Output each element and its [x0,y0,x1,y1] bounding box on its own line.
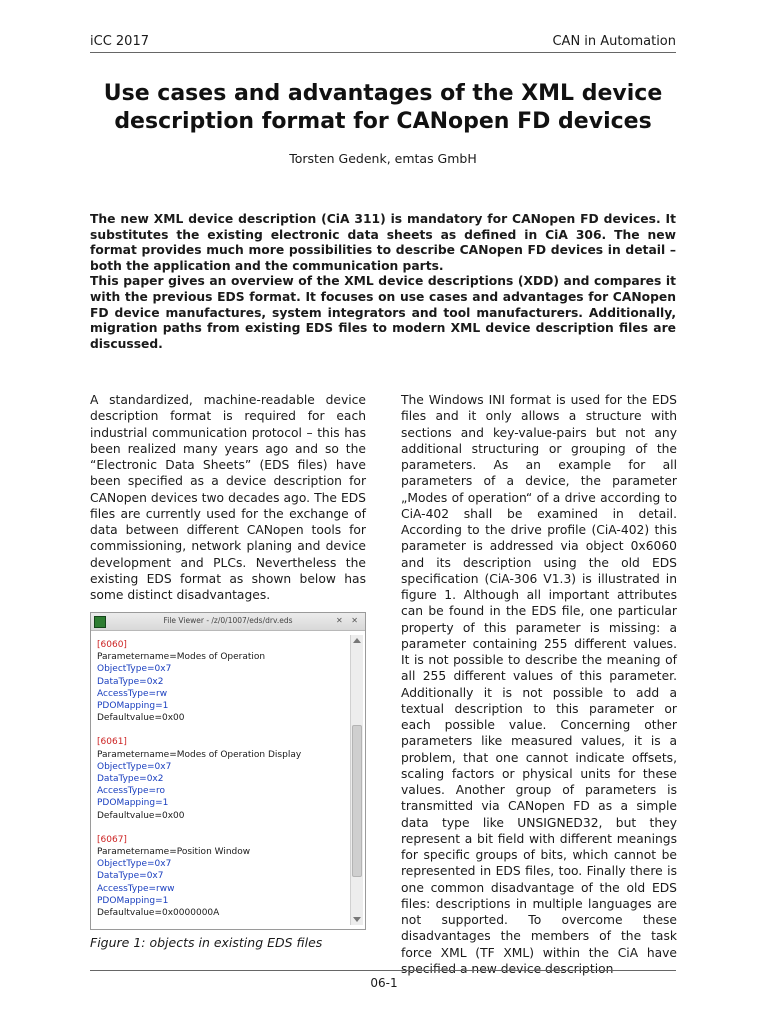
eds-section-header: [6061] [97,737,127,748]
eds-objecttype: ObjectType=0x7 [97,664,172,675]
scroll-up-arrow-icon[interactable] [353,638,361,643]
header-organization: CAN in Automation [552,34,676,49]
eds-datatype: DataType=0x2 [97,774,164,785]
paper-title [90,80,676,136]
body-column-left [90,392,366,603]
eds-accesstype: AccessType=rw [97,688,168,699]
eds-pdomapping: PDOMapping=1 [97,798,169,809]
eds-pdomapping: PDOMapping=1 [97,895,169,906]
page-number: 06-1 [370,976,398,990]
figure-caption: Figure 1: objects in existing EDS files [90,935,323,950]
abstract-paragraph-1: The new XML device description (CiA 311) is mandatory for CANopen FD devices. It substitutes the existing electronic data sheets as defined in CiA 306. The new format provides much more possibilities to describe CANopen FD devices in detail – both the application and the communication parts. [90,212,676,273]
header-conference: iCC 2017 [90,34,149,49]
abstract [90,212,676,352]
body-paragraph-left: A standardized, machine-readable device description format is required for each industrial communication protocol – this has been realized many years ago and so the “Electronic Data Sheets” (EDS files) have been specified as a device description for CANopen devices two decades ago. The EDS files are currently used for the exchange of data between different CANopen tools for commissioning, network planing and device development and PLCs. Nevertheless the existing EDS format as shown below has some distinct disadvantages. [90,393,366,602]
file-viewer-titlebar [91,613,365,631]
body-paragraph-right: The Windows INI format is used for the EDS files and it only allows a structure with sections and key-value-pairs but not any additional structuring or grouping of the parameters. As an example for all parameters of a device, the parameter „Modes of operation“ of a drive according to CiA-402 shall be examined in detail. According to the drive profile (CiA-402) this parameter is addressed via object 0x6060 and its description using the old EDS specification (CiA-306 V1.3) is illustrated in figure 1. Although all important attributes can be found in the EDS file, one particular property of this parameter is missing: a parameter containing 255 different values. It is not possible to describe the meaning of all 255 different values of this parameter. Additionally it is not possible to add a textual description to this parameter or each possible value. Concerning other parameters like measured values, it is a problem, that one cannot indicate offsets, scaling factors or physical units for these values. Another group of parameters is transmitted via CANopen FD as a simple data type like UNSIGNED32, but they represent a bit field with different meanings for specific groups of bits, which cannot be represented in EDS files, too. Finally there is one common disadvantage of the old EDS files: descriptions in multiple languages are not supported. To overcome these disadvantages the members of the task force XML (TF XML) within the CiA have specified a new device description [401,393,677,976]
file-viewer-scrollbar[interactable] [350,635,363,925]
eds-objecttype: ObjectType=0x7 [97,761,172,772]
eds-datatype: DataType=0x7 [97,871,164,882]
eds-section-header: [6060] [97,640,127,650]
figure-file-viewer-window [90,612,366,930]
eds-file-content [97,639,345,929]
eds-parametername: Parametername=Modes of Operation [97,652,266,663]
eds-defaultvalue: Defaultvalue=0x00 [97,810,185,821]
window-close-icon[interactable]: ✕ ✕ [336,616,361,625]
footer-divider [90,970,676,971]
body-column-right [401,392,677,976]
eds-accesstype: AccessType=rww [97,883,175,894]
abstract-paragraph-2: This paper gives an overview of the XML device descriptions (XDD) and compares it with the previous EDS format. It focuses on use cases and advantages for CANopen FD device manufactures, system integrators and tool manufacturers. Additionally, migration paths from existing EDS files to modern XML device description files are discussed. [90,274,676,351]
eds-section-header: [6067] [97,834,127,845]
file-viewer-title: File Viewer - /z/0/1007/eds/drv.eds [163,616,293,625]
eds-objecttype: ObjectType=0x7 [97,859,172,870]
eds-pdomapping: PDOMapping=1 [97,701,169,712]
eds-defaultvalue: Defaultvalue=0x00 [97,713,185,724]
eds-parametername: Parametername=Position Window [97,847,251,858]
eds-accesstype: AccessType=ro [97,786,166,797]
title-line-2: description format for CANopen FD devices [114,109,652,134]
eds-datatype: DataType=0x2 [97,676,164,687]
scroll-down-arrow-icon[interactable] [353,917,361,922]
eds-parametername: Parametername=Modes of Operation Display [97,749,302,760]
title-line-1: Use cases and advantages of the XML device [103,81,663,106]
eds-defaultvalue: Defaultvalue=0x0000000A [97,908,220,919]
scrollbar-thumb[interactable] [352,725,362,877]
header-divider [90,52,676,53]
author-line: Torsten Gedenk, emtas GmbH [289,151,477,166]
